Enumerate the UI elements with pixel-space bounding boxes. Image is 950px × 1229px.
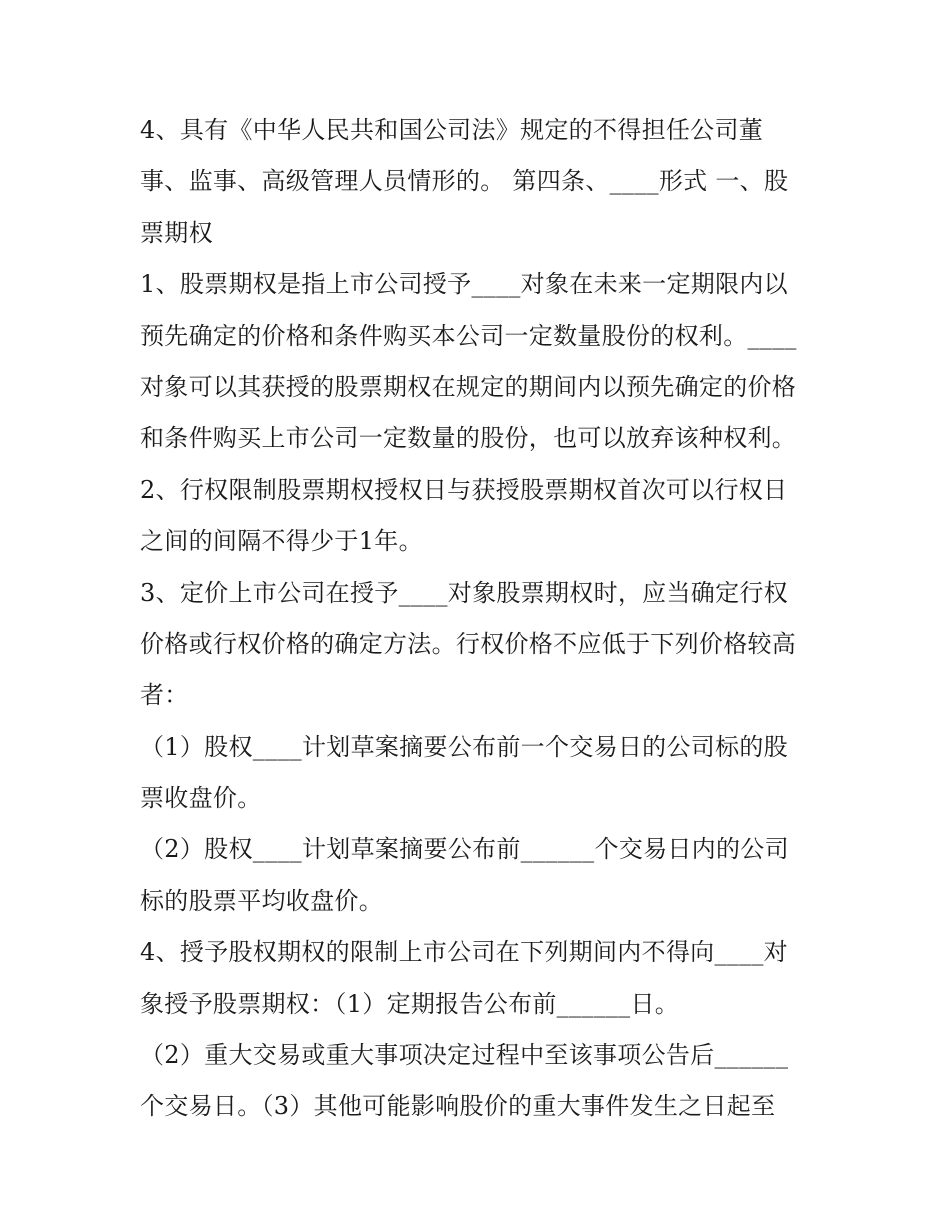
text-line: 和条件购买上市公司一定数量的股份，也可以放弃该种权利。 (140, 424, 797, 453)
text-line: 价格或行权价格的确定方法。行权价格不应低于下列价格较高 (140, 629, 797, 658)
text-line: （2）股权____计划草案摘要公布前______个交易日内的公司 (140, 835, 789, 864)
text-line: （2）重大交易或重大事项决定过程中至该事项公告后______ (140, 1041, 789, 1070)
text-line: 票期权 (140, 218, 213, 247)
text-line: 事、监事、高级管理人员情形的。 第四条、____形式 一、股 (140, 167, 789, 196)
text-line: 之间的间隔不得少于1年。 (140, 527, 423, 556)
text-line: 票收盘价。 (140, 784, 262, 813)
text-line: 标的股票平均收盘价。 (140, 886, 383, 915)
text-line: 3、定价上市公司在授予____对象股票期权时，应当确定行权 (140, 578, 788, 607)
text-line: 个交易日。（3）其他可能影响股价的重大事件发生之日起至 (140, 1092, 776, 1121)
document-body (140, 105, 820, 1133)
text-line: 4、授予股权期权的限制上市公司在下列期间内不得向____对 (140, 938, 788, 967)
text-line: 对象可以其获授的股票期权在规定的期间内以预先确定的价格 (140, 372, 797, 401)
text-line: 4、具有《中华人民共和国公司法》规定的不得担任公司董 (140, 116, 764, 144)
text-line: 象授予股票期权：（1）定期报告公布前______日。 (140, 989, 680, 1018)
text-line: 2、行权限制股票期权授权日与获授股票期权首次可以行权日 (140, 475, 788, 504)
text-line: 者： (140, 681, 189, 710)
text-line: 预先确定的价格和条件购买本公司一定数量股份的权利。____ (140, 321, 797, 350)
text-line: （1）股权____计划草案摘要公布前一个交易日的公司标的股 (140, 732, 788, 761)
text-line: 1、股票期权是指上市公司授予____对象在未来一定期限内以 (140, 270, 788, 299)
